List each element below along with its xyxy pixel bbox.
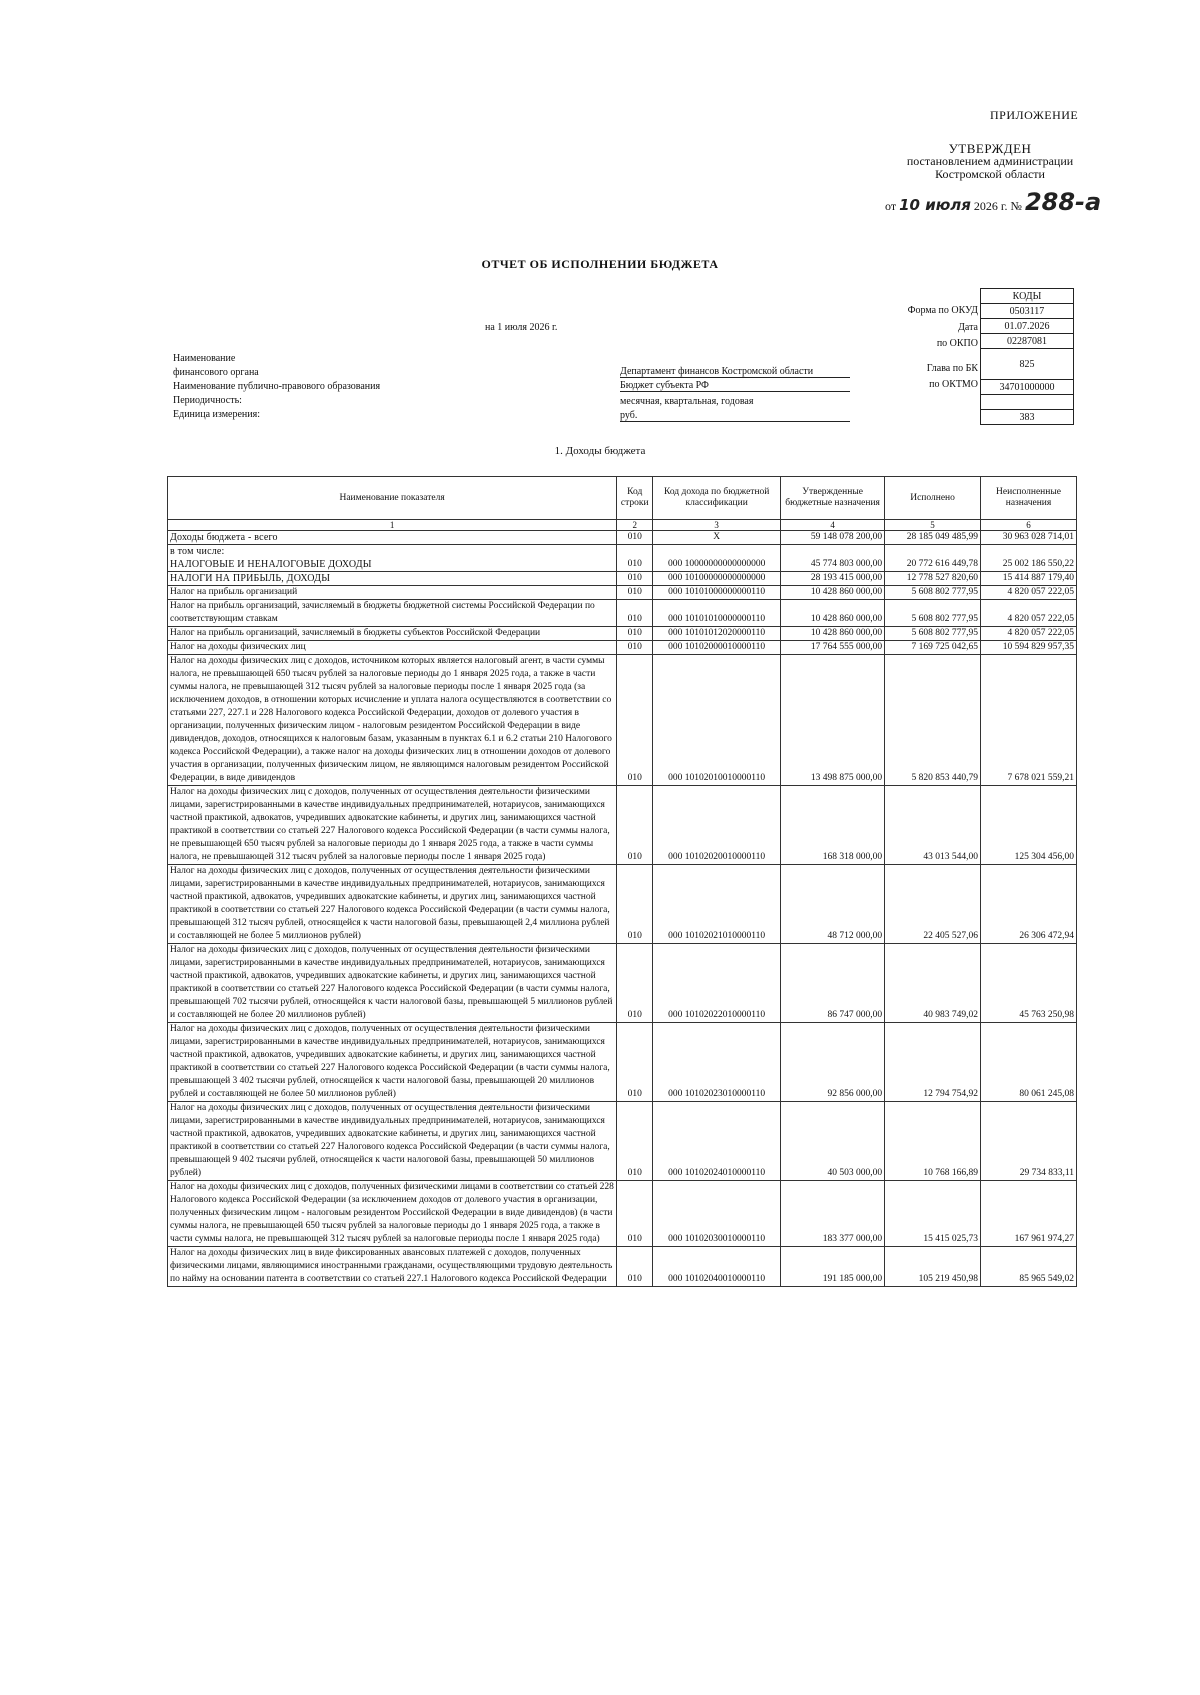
table-row (168, 586, 1077, 600)
row-unexecuted: 167 961 974,27 (981, 1181, 1077, 1247)
table-row (168, 1247, 1077, 1287)
table-row (168, 1023, 1077, 1102)
label-glava-bk: Глава по БК (926, 362, 978, 374)
row-name: НАЛОГИ НА ПРИБЫЛЬ, ДОХОДЫ (168, 572, 617, 586)
col-number: 2 (617, 520, 653, 531)
row-approved: 28 193 415 000,00 (781, 572, 885, 586)
row-approved: 92 856 000,00 (781, 1023, 885, 1102)
row-line-code: 010 (617, 545, 653, 572)
row-line-code: 010 (617, 531, 653, 545)
row-name: в том числе: НАЛОГОВЫЕ И НЕНАЛОГОВЫЕ ДОХОДЫ (168, 545, 617, 572)
label-oktmo: по ОКТМО (929, 379, 978, 390)
row-income-code: 000 10100000000000000 (653, 572, 781, 586)
income-table (167, 476, 1077, 1287)
row-executed: 12 794 754,92 (885, 1023, 981, 1102)
row-executed: 40 983 749,02 (885, 944, 981, 1023)
approval-block (880, 142, 1100, 181)
row-income-code: 000 10101012020000110 (653, 627, 781, 641)
row-name: Налог на прибыль организаций, зачисляемый в бюджеты субъектов Российской Федерации (168, 627, 617, 641)
unit-value: руб. (620, 410, 850, 422)
row-approved: 17 764 555 000,00 (781, 641, 885, 655)
date-prefix: от (885, 199, 897, 213)
row-name: Доходы бюджета - всего (168, 531, 617, 545)
handwritten-number: 288-а (1024, 188, 1102, 216)
section-title: 1. Доходы бюджета (554, 445, 646, 457)
row-unexecuted: 4 820 057 222,05 (981, 627, 1077, 641)
report-title: ОТЧЕТ ОБ ИСПОЛНЕНИИ БЮДЖЕТА (481, 257, 719, 271)
code-periodicity (981, 395, 1074, 410)
row-income-code: 000 10102024010000110 (653, 1102, 781, 1181)
row-income-code: 000 10101000000000110 (653, 586, 781, 600)
table-row (168, 1102, 1077, 1181)
row-executed: 5 820 853 440,79 (885, 655, 981, 786)
row-line-code: 010 (617, 944, 653, 1023)
row-approved: 168 318 000,00 (781, 786, 885, 865)
finance-label-2: финансового органа (173, 367, 259, 378)
table-row (168, 627, 1077, 641)
row-income-code: 000 10102000010000110 (653, 641, 781, 655)
row-line-code: 010 (617, 627, 653, 641)
table-row (168, 1181, 1077, 1247)
table-row (168, 545, 1077, 572)
header-approved: Утвержденные бюджетные назначения (781, 477, 885, 520)
row-approved: 45 774 803 000,00 (781, 545, 885, 572)
row-executed: 15 415 025,73 (885, 1181, 981, 1247)
row-approved: 40 503 000,00 (781, 1102, 885, 1181)
row-unexecuted: 25 002 186 550,22 (981, 545, 1077, 572)
row-name: Налог на прибыль организаций, зачисляемый в бюджеты бюджетной системы Российской Федерации по соответствующим ставкам (168, 600, 617, 627)
row-executed: 5 608 802 777,95 (885, 600, 981, 627)
row-executed: 20 772 616 449,78 (885, 545, 981, 572)
row-line-code: 010 (617, 1102, 653, 1181)
row-line-code: 010 (617, 572, 653, 586)
approved-by-line-2: Костромской области (935, 167, 1045, 181)
row-name: Налог на доходы физических лиц с доходов, полученных от осуществления деятельности физическими лицами, зарегистрированными в качестве индивидуальных предпринимателей, нотариусов, занимающихся частной практикой, адвокатов, учредивших адвокатские кабинеты, и других лиц, занимающихся частной практикой в соответствии со статьей 227 Налогового кодекса Российской Федерации (в части суммы налога, превышающей 3 402 тысячи рублей, относящейся к части налоговой базы, превышающей 20 миллионов рублей и составляющей не более 50 миллионов рублей) (168, 1023, 617, 1102)
row-line-code: 010 (617, 1023, 653, 1102)
row-approved: 59 148 078 200,00 (781, 531, 885, 545)
label-okpo: по ОКПО (936, 338, 978, 349)
row-income-code: 000 10102023010000110 (653, 1023, 781, 1102)
code-okud: 0503117 (981, 304, 1074, 319)
row-executed: 5 608 802 777,95 (885, 586, 981, 600)
code-okpo: 02287081 (981, 334, 1074, 349)
row-unexecuted: 10 594 829 957,35 (981, 641, 1077, 655)
appendix-label: ПРИЛОЖЕНИЕ (990, 108, 1079, 122)
approved-by-line-1: постановлением администрации (906, 154, 1074, 168)
row-executed: 7 169 725 042,65 (885, 641, 981, 655)
row-name: Налог на доходы физических лиц с доходов, полученных от осуществления деятельности физическими лицами, зарегистрированными в качестве индивидуальных предпринимателей, нотариусов, занимающихся частной практикой, адвокатов, учредивших адвокатские кабинеты, и других лиц, занимающихся частной практикой в соответствии со статьей 227 Налогового кодекса Российской Федерации (в части суммы налога, превышающей 312 тысяч рублей, относящейся к части налоговой базы, превышающей 2,4 миллиона рублей и составляющей не более 5 миллионов рублей) (168, 865, 617, 944)
row-name: Налог на доходы физических лиц с доходов, полученных от осуществления деятельности физическими лицами, зарегистрированными в качестве индивидуальных предпринимателей, нотариусов, занимающихся частной практикой, адвокатов, учредивших адвокатские кабинеты, и других лиц, занимающихся частной практикой в соответствии со статьей 227 Налогового кодекса Российской Федерации (в части суммы налога, превышающей 9 402 тысячи рублей, относящейся к части налоговой базы, превышающей 50 миллионов рублей) (168, 1102, 617, 1181)
row-income-code: X (653, 531, 781, 545)
row-line-code: 010 (617, 1181, 653, 1247)
row-line-code: 010 (617, 1247, 653, 1287)
row-name: Налог на доходы физических лиц (168, 641, 617, 655)
row-name: Налог на доходы физических лиц с доходов, полученных от осуществления деятельности физическими лицами, зарегистрированными в качестве индивидуальных предпринимателей, нотариусов, занимающихся частной практикой, адвокатов, учредивших адвокатские кабинеты, и других лиц, занимающихся частной практикой в соответствии со статьей 227 Налогового кодекса Российской Федерации (в части суммы налога, не превышающей 650 тысяч рублей за налоговые периоды до 1 января 2025 года, а также в части суммы налога, не превышающей 312 тысяч рублей за налоговые периоды после 1 января 2025 года) (168, 786, 617, 865)
row-unexecuted: 15 414 887 179,40 (981, 572, 1077, 586)
period-value: месячная, квартальная, годовая (620, 396, 754, 407)
table-row (168, 641, 1077, 655)
row-income-code: 000 10102020010000110 (653, 786, 781, 865)
header-name: Наименование показателя (168, 477, 617, 520)
row-income-code: 000 10000000000000000 (653, 545, 781, 572)
row-income-code: 000 10102030010000110 (653, 1181, 781, 1247)
table-row (168, 865, 1077, 944)
codes-header: КОДЫ (981, 289, 1074, 304)
label-date: Дата (958, 321, 978, 333)
table-row (168, 786, 1077, 865)
row-unexecuted: 30 963 028 714,01 (981, 531, 1077, 545)
handwritten-date: 10 июля (899, 196, 971, 214)
row-approved: 10 428 860 000,00 (781, 586, 885, 600)
row-income-code: 000 10102022010000110 (653, 944, 781, 1023)
table-row (168, 944, 1077, 1023)
code-glava-bk: 825 (981, 349, 1074, 380)
row-unexecuted: 29 734 833,11 (981, 1102, 1077, 1181)
col-number: 5 (885, 520, 981, 531)
row-executed: 43 013 544,00 (885, 786, 981, 865)
approved-label: УТВЕРЖДЕН (948, 141, 1032, 156)
row-approved: 13 498 875 000,00 (781, 655, 885, 786)
row-approved: 86 747 000,00 (781, 944, 885, 1023)
row-name: Налог на прибыль организаций (168, 586, 617, 600)
row-income-code: 000 10101010000000110 (653, 600, 781, 627)
col-number: 6 (981, 520, 1077, 531)
row-executed: 10 768 166,89 (885, 1102, 981, 1181)
row-name: Налог на доходы физических лиц в виде фиксированных авансовых платежей с доходов, полученных физическими лицами, являющимися иностранными гражданами, осуществляющими трудовую деятельность по найму на основании патента в соответствии со статьей 227.1 Налогового кодекса Российской Федерации (168, 1247, 617, 1287)
row-line-code: 010 (617, 786, 653, 865)
row-line-code: 010 (617, 641, 653, 655)
row-unexecuted: 7 678 021 559,21 (981, 655, 1077, 786)
row-income-code: 000 10102010010000110 (653, 655, 781, 786)
period-label: Периодичность: (173, 395, 242, 406)
table-row (168, 531, 1077, 545)
row-approved: 10 428 860 000,00 (781, 627, 885, 641)
row-line-code: 010 (617, 655, 653, 786)
header-unexecuted: Неисполненные назначения (981, 477, 1077, 520)
row-approved: 48 712 000,00 (781, 865, 885, 944)
row-executed: 5 608 802 777,95 (885, 627, 981, 641)
meta-labels (173, 352, 380, 422)
unit-label: Единица измерения: (173, 409, 260, 420)
report-as-of-date: на 1 июля 2026 г. (485, 322, 558, 333)
header-executed: Исполнено (885, 477, 981, 520)
table-row (168, 600, 1077, 627)
codes-table (980, 288, 1074, 425)
row-income-code: 000 10102021010000110 (653, 865, 781, 944)
row-name: Налог на доходы физических лиц с доходов, полученных от осуществления деятельности физическими лицами, зарегистрированными в качестве индивидуальных предпринимателей, нотариусов, занимающихся частной практикой, адвокатов, учредивших адвокатские кабинеты, и других лиц, занимающихся частной практикой в соответствии со статьей 227 Налогового кодекса Российской Федерации (в части суммы налога, превышающей 702 тысячи рублей, относящейся к части налоговой базы, превышающей 5 миллионов рублей и составляющей не более 20 миллионов рублей) (168, 944, 617, 1023)
finance-value: Департамент финансов Костромской области (620, 366, 850, 378)
table-row (168, 655, 1077, 786)
finance-label-1: Наименование (173, 353, 236, 364)
date-year: 2026 г. № (973, 199, 1022, 213)
row-unexecuted: 4 820 057 222,05 (981, 586, 1077, 600)
row-executed: 22 405 527,06 (885, 865, 981, 944)
row-unexecuted: 80 061 245,08 (981, 1023, 1077, 1102)
row-name: Налог на доходы физических лиц с доходов, источником которых является налоговый агент, в части суммы налога, не превышающей 650 тысяч рублей за налоговые периоды до 1 января 2025 года, а также в части суммы налога, не превышающей 312 тысяч рублей за налоговые периоды после 1 января 2025 года (за исключением доходов, в отношении которых исчисление и уплата налога осуществляются в соответствии со статьями 227, 227.1 и 228 Налогового кодекса Российской Федерации, доходов от долевого участия в организации, полученных физическим лицом - налоговым резидентом Российской Федерации в виде дивидендов, доходов, относящихся к налоговым базам, указанным в пунктах 6.1 и 6.2 статьи 210 Налогового кодекса Российской Федерации), а также налог на доходы физических лиц в отношении доходов от долевого участия в организации, полученных физическим лицом, не являющимся налоговым резидентом Российской Федерации, в виде дивидендов (168, 655, 617, 786)
row-unexecuted: 26 306 472,94 (981, 865, 1077, 944)
row-line-code: 010 (617, 865, 653, 944)
header-line-code: Код строки (617, 477, 653, 520)
row-unexecuted: 125 304 456,00 (981, 786, 1077, 865)
code-oktmo: 34701000000 (981, 380, 1074, 395)
code-okei: 383 (981, 410, 1074, 425)
label-okud: Форма по ОКУД (907, 305, 978, 316)
col-number: 1 (168, 520, 617, 531)
table-row (168, 572, 1077, 586)
row-unexecuted: 4 820 057 222,05 (981, 600, 1077, 627)
code-labels (880, 303, 978, 394)
entity-value: Бюджет субъекта РФ (620, 380, 850, 392)
approval-date-line (885, 188, 1101, 216)
row-line-code: 010 (617, 600, 653, 627)
row-executed: 105 219 450,98 (885, 1247, 981, 1287)
row-unexecuted: 85 965 549,02 (981, 1247, 1077, 1287)
row-unexecuted: 45 763 250,98 (981, 944, 1077, 1023)
row-name: Налог на доходы физических лиц с доходов, полученных физическими лицами в соответствии со статьей 228 Налогового кодекса Российской Федерации (за исключением доходов от долевого участия в организации, полученных физическим лицом - налоговым резидентом Российской Федерации в виде дивидендов) (в части суммы налога, не превышающей 650 тысяч рублей за налоговые периоды до 1 января 2025 года, а также в части суммы налога, не превышающей 312 тысяч рублей за налоговые периоды после 1 января 2025 года) (168, 1181, 617, 1247)
row-line-code: 010 (617, 586, 653, 600)
header-income-code: Код дохода по бюджетной классификации (653, 477, 781, 520)
code-date: 01.07.2026 (981, 319, 1074, 334)
entity-label: Наименование публично-правового образования (173, 381, 381, 392)
row-approved: 183 377 000,00 (781, 1181, 885, 1247)
row-executed: 12 778 527 820,60 (885, 572, 981, 586)
col-number: 3 (653, 520, 781, 531)
row-approved: 191 185 000,00 (781, 1247, 885, 1287)
row-executed: 28 185 049 485,99 (885, 531, 981, 545)
col-number: 4 (781, 520, 885, 531)
row-income-code: 000 10102040010000110 (653, 1247, 781, 1287)
row-approved: 10 428 860 000,00 (781, 600, 885, 627)
